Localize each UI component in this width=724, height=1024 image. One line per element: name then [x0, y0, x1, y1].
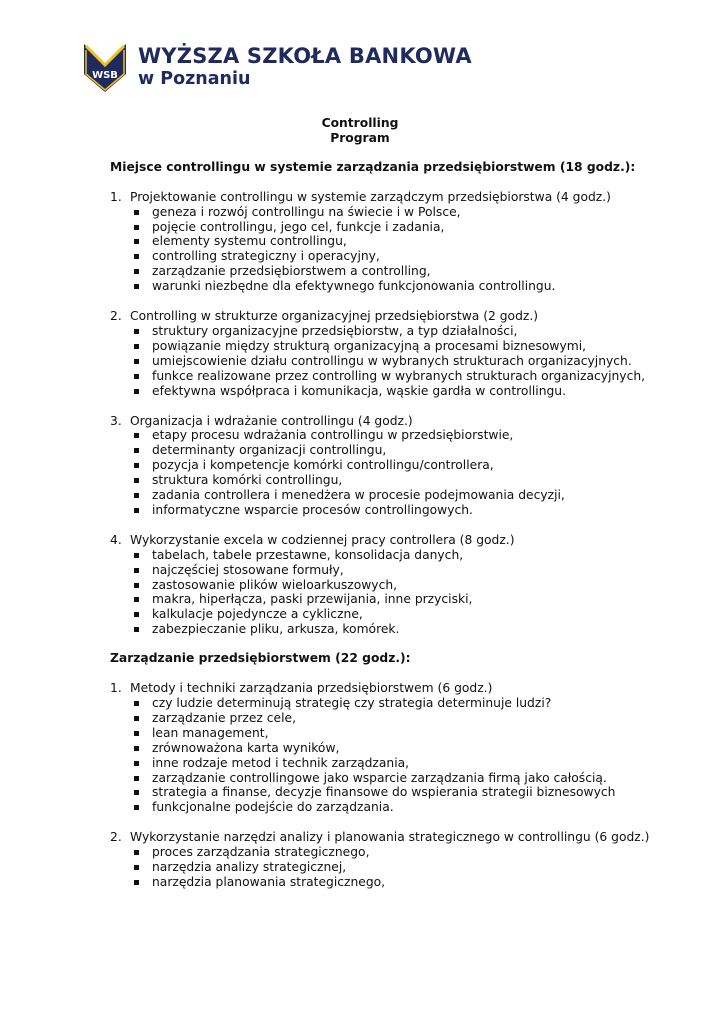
- wsb-logo: [84, 40, 126, 92]
- bullet-item: najczęściej stosowane formuły,: [152, 563, 650, 578]
- document-title: Controlling: [321, 116, 399, 130]
- bullet-item: zrównoważona karta wyników,: [152, 741, 650, 756]
- institution-name-line1: WYŻSZA SZKOŁA BANKOWA: [138, 44, 472, 68]
- svg-text:WSB: WSB: [92, 70, 118, 81]
- bullet-item: informatyczne wsparcie procesów controllingowych.: [152, 503, 650, 518]
- bullet-item: lean management,: [152, 726, 650, 741]
- bullet-item: makra, hiperłącza, paski przewijania, inne przyciski,: [152, 592, 650, 607]
- numbered-item: [110, 414, 650, 518]
- numbered-item: [110, 309, 650, 398]
- bullet-item: struktury organizacyjne przedsiębiorstw, a typ działalności,: [152, 324, 650, 339]
- item-heading: Projektowanie controllingu w systemie zarządczym przedsiębiorstwa (4 godz.): [130, 189, 611, 204]
- item-heading: Controlling w strukturze organizacyjnej przedsiębiorstwa (2 godz.): [130, 309, 539, 324]
- numbered-item: [110, 533, 650, 637]
- bullet-item: powiązanie między strukturą organizacyjną a procesami biznesowymi,: [152, 339, 650, 354]
- bullet-item: etapy procesu wdrażania controllingu w przedsiębiorstwie,: [152, 428, 650, 443]
- bullet-list: [130, 324, 650, 399]
- item-number: 1.: [110, 189, 122, 204]
- bullet-item: zabezpieczanie pliku, arkusza, komórek.: [152, 622, 650, 637]
- item-heading: Wykorzystanie narzędzi analizy i planowania strategicznego w controllingu (6 godz.): [130, 830, 650, 845]
- bullet-item: controlling strategiczny i operacyjny,: [152, 249, 650, 264]
- bullet-item: zadania controllera i menedżera w procesie podejmowania decyzji,: [152, 488, 650, 503]
- numbered-item: [110, 190, 650, 294]
- section-title: Miejsce controllingu w systemie zarządzania przedsiębiorstwem (18 godz.):: [110, 159, 636, 174]
- bullet-item: inne rodzaje metod i technik zarządzania,: [152, 756, 650, 771]
- numbered-item: [110, 830, 650, 890]
- bullet-item: pozycja i kompetencje komórki controllingu/controllera,: [152, 458, 650, 473]
- bullet-item: determinanty organizacji controllingu,: [152, 443, 650, 458]
- bullet-item: strategia a finanse, decyzje finansowe do wspierania strategii biznesowych: [152, 785, 650, 800]
- bullet-item: proces zarządzania strategicznego,: [152, 845, 650, 860]
- bullet-item: efektywna współpraca i komunikacja, wąskie gardła w controllingu.: [152, 384, 650, 399]
- document-body: [110, 116, 650, 890]
- bullet-item: struktura komórki controllingu,: [152, 473, 650, 488]
- bullet-item: funkcjonalne podejście do zarządzania.: [152, 800, 650, 815]
- item-number: 4.: [110, 532, 122, 547]
- header: [84, 40, 472, 92]
- bullet-item: zarządzanie controllingowe jako wsparcie zarządzania firmą jako całością.: [152, 771, 650, 786]
- bullet-item: pojęcie controllingu, jego cel, funkcje i zadania,: [152, 220, 650, 235]
- institution-name-line2: w Poznaniu: [138, 69, 251, 89]
- item-heading: Wykorzystanie excela w codziennej pracy controllera (8 godz.): [130, 532, 515, 547]
- bullet-item: zastosowanie plików wieloarkuszowych,: [152, 578, 650, 593]
- bullet-item: warunki niezbędne dla efektywnego funkcjonowania controllingu.: [152, 279, 650, 294]
- bullet-item: narzędzia planowania strategicznego,: [152, 875, 650, 890]
- section-title: Zarządzanie przedsiębiorstwem (22 godz.):: [110, 651, 411, 666]
- sections: [110, 160, 650, 890]
- item-heading: Metody i techniki zarządzania przedsiębiorstwem (6 godz.): [130, 681, 493, 696]
- bullet-list: [130, 428, 650, 517]
- institution-name: [138, 44, 472, 89]
- bullet-item: narzędzia analizy strategicznej,: [152, 860, 650, 875]
- bullet-item: funkce realizowane przez controlling w wybranych strukturach organizacyjnych,: [152, 369, 650, 384]
- item-number: 3.: [110, 413, 122, 428]
- item-number: 1.: [110, 681, 122, 696]
- item-number: 2.: [110, 309, 122, 324]
- bullet-item: elementy systemu controllingu,: [152, 234, 650, 249]
- bullet-item: zarządzanie przez cele,: [152, 711, 650, 726]
- bullet-item: umiejscowienie działu controllingu w wybranych strukturach organizacyjnych.: [152, 354, 650, 369]
- item-number: 2.: [110, 830, 122, 845]
- bullet-item: geneza i rozwój controllingu na świecie i w Polsce,: [152, 205, 650, 220]
- bullet-item: czy ludzie determinują strategię czy strategia determinuje ludzi?: [152, 696, 650, 711]
- numbered-item: [110, 681, 650, 815]
- bullet-item: tabelach, tabele przestawne, konsolidacja danych,: [152, 548, 650, 563]
- bullet-list: [130, 696, 650, 815]
- bullet-list: [130, 845, 650, 890]
- item-heading: Organizacja i wdrażanie controllingu (4 godz.): [130, 413, 413, 428]
- document-subtitle: Program: [330, 130, 390, 145]
- bullet-item: zarządzanie przedsiębiorstwem a controlling,: [152, 264, 650, 279]
- bullet-item: kalkulacje pojedyncze a cykliczne,: [152, 607, 650, 622]
- bullet-list: [130, 205, 650, 294]
- bullet-list: [130, 548, 650, 637]
